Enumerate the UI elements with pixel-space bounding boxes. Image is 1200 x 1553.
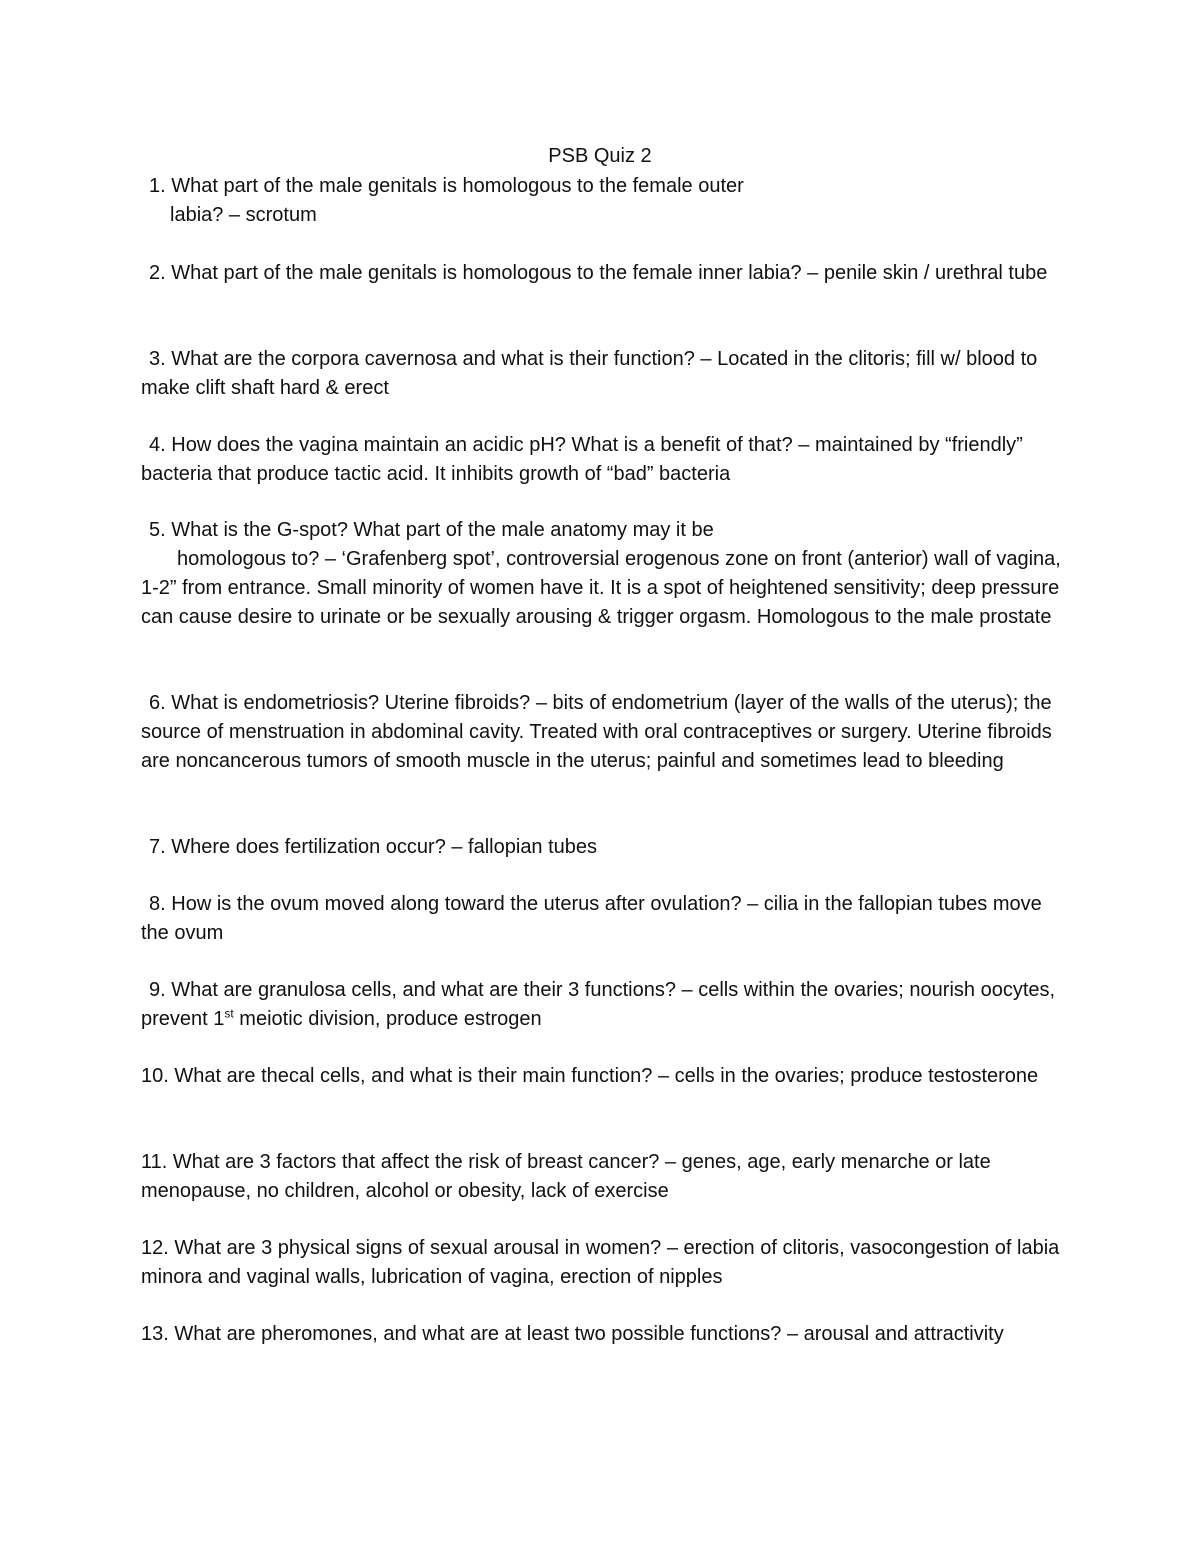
question-number: 3. — [149, 348, 166, 370]
question-5-continuation: homologous to? – ‘Grafenberg spot’, controversial erogenous zone on front (anterior) wall of vagina, 1-2” from entrance. Small minority of women have it. It is a spot of heightened sensitivity; deep pressure can cause desire to urinate or be sexually arousing & trigger orgasm. Homologous to the male prostate — [141, 548, 1061, 628]
question-2 — [141, 259, 1061, 288]
question-5-first-line — [141, 516, 1061, 545]
question-4 — [141, 431, 1061, 489]
question-text: What part of the male genitals is homologous to the female outer — [171, 175, 744, 197]
question-text: How does the vagina maintain an acidic pH? What is a benefit of that? – maintained by “friendly” bacteria that produce tactic acid. It inhibits growth of “bad” bacteria — [141, 434, 1023, 485]
question-text: What are thecal cells, and what is their main function? – cells in the ovaries; produce testosterone — [174, 1065, 1039, 1087]
question-3 — [141, 345, 1061, 403]
question-6 — [141, 689, 1061, 776]
question-text: Where does fertilization occur? – fallopian tubes — [171, 836, 598, 858]
question-number: 1. — [149, 175, 166, 197]
question-text: What are 3 physical signs of sexual arousal in women? – erection of clitoris, vasocongestion of labia minora and vaginal walls, lubrication of vagina, erection of nipples — [141, 1237, 1060, 1288]
question-number: 4. — [149, 434, 166, 456]
question-text: What are 3 factors that affect the risk of breast cancer? – genes, age, early menarche or late menopause, no children, alcohol or obesity, lack of exercise — [141, 1151, 991, 1202]
superscript-ordinal: st — [224, 1006, 234, 1021]
question-number: 2. — [149, 262, 166, 284]
question-13 — [141, 1320, 1061, 1349]
question-number: 8. — [149, 893, 166, 915]
question-number: 10. — [141, 1065, 169, 1087]
question-text: How is the ovum moved along toward the uterus after ovulation? – cilia in the fallopian tubes move the ovum — [141, 893, 1042, 944]
question-text: What are granulosa cells, and what are their 3 functions? – cells within the ovaries; nourish oocytes, prevent 1 — [141, 979, 1056, 1030]
question-number: 9. — [149, 979, 166, 1001]
question-text: What are pheromones, and what are at least two possible functions? – arousal and attractivity — [174, 1323, 1004, 1345]
question-12 — [141, 1234, 1061, 1292]
question-11 — [141, 1148, 1061, 1206]
question-1-second-line: labia? – scrotum — [170, 204, 317, 226]
question-text-continued: meiotic division, produce estrogen — [233, 1008, 542, 1030]
question-text: What is endometriosis? Uterine fibroids? – bits of endometrium (layer of the walls of the uterus); the source of menstruation in abdominal cavity. Treated with oral contraceptives or surgery. Uterine fibroids are noncancerous tumors of smooth muscle in the uterus; painful and sometimes lead to bleeding — [141, 692, 1052, 772]
question-8 — [141, 890, 1061, 948]
question-number: 7. — [149, 836, 166, 858]
question-10 — [141, 1062, 1061, 1091]
question-1-first-line — [141, 172, 1061, 201]
question-9 — [141, 976, 1061, 1034]
question-text: What is the G-spot? What part of the male anatomy may it be — [171, 519, 714, 541]
question-number: 13. — [141, 1323, 169, 1345]
question-number: 11. — [141, 1151, 168, 1173]
question-number: 12. — [141, 1237, 169, 1259]
question-1 — [141, 172, 1061, 230]
question-number: 5. — [149, 519, 166, 541]
question-number: 6. — [149, 692, 166, 714]
question-7 — [141, 833, 1061, 862]
question-text: What are the corpora cavernosa and what is their function? – Located in the clitoris; fill w/ blood to make clift shaft hard & erect — [141, 348, 1038, 399]
page-title: PSB Quiz 2 — [548, 145, 652, 167]
question-text: What part of the male genitals is homologous to the female inner labia? – penile skin / urethral tube — [171, 262, 1048, 284]
question-5 — [141, 516, 1061, 632]
